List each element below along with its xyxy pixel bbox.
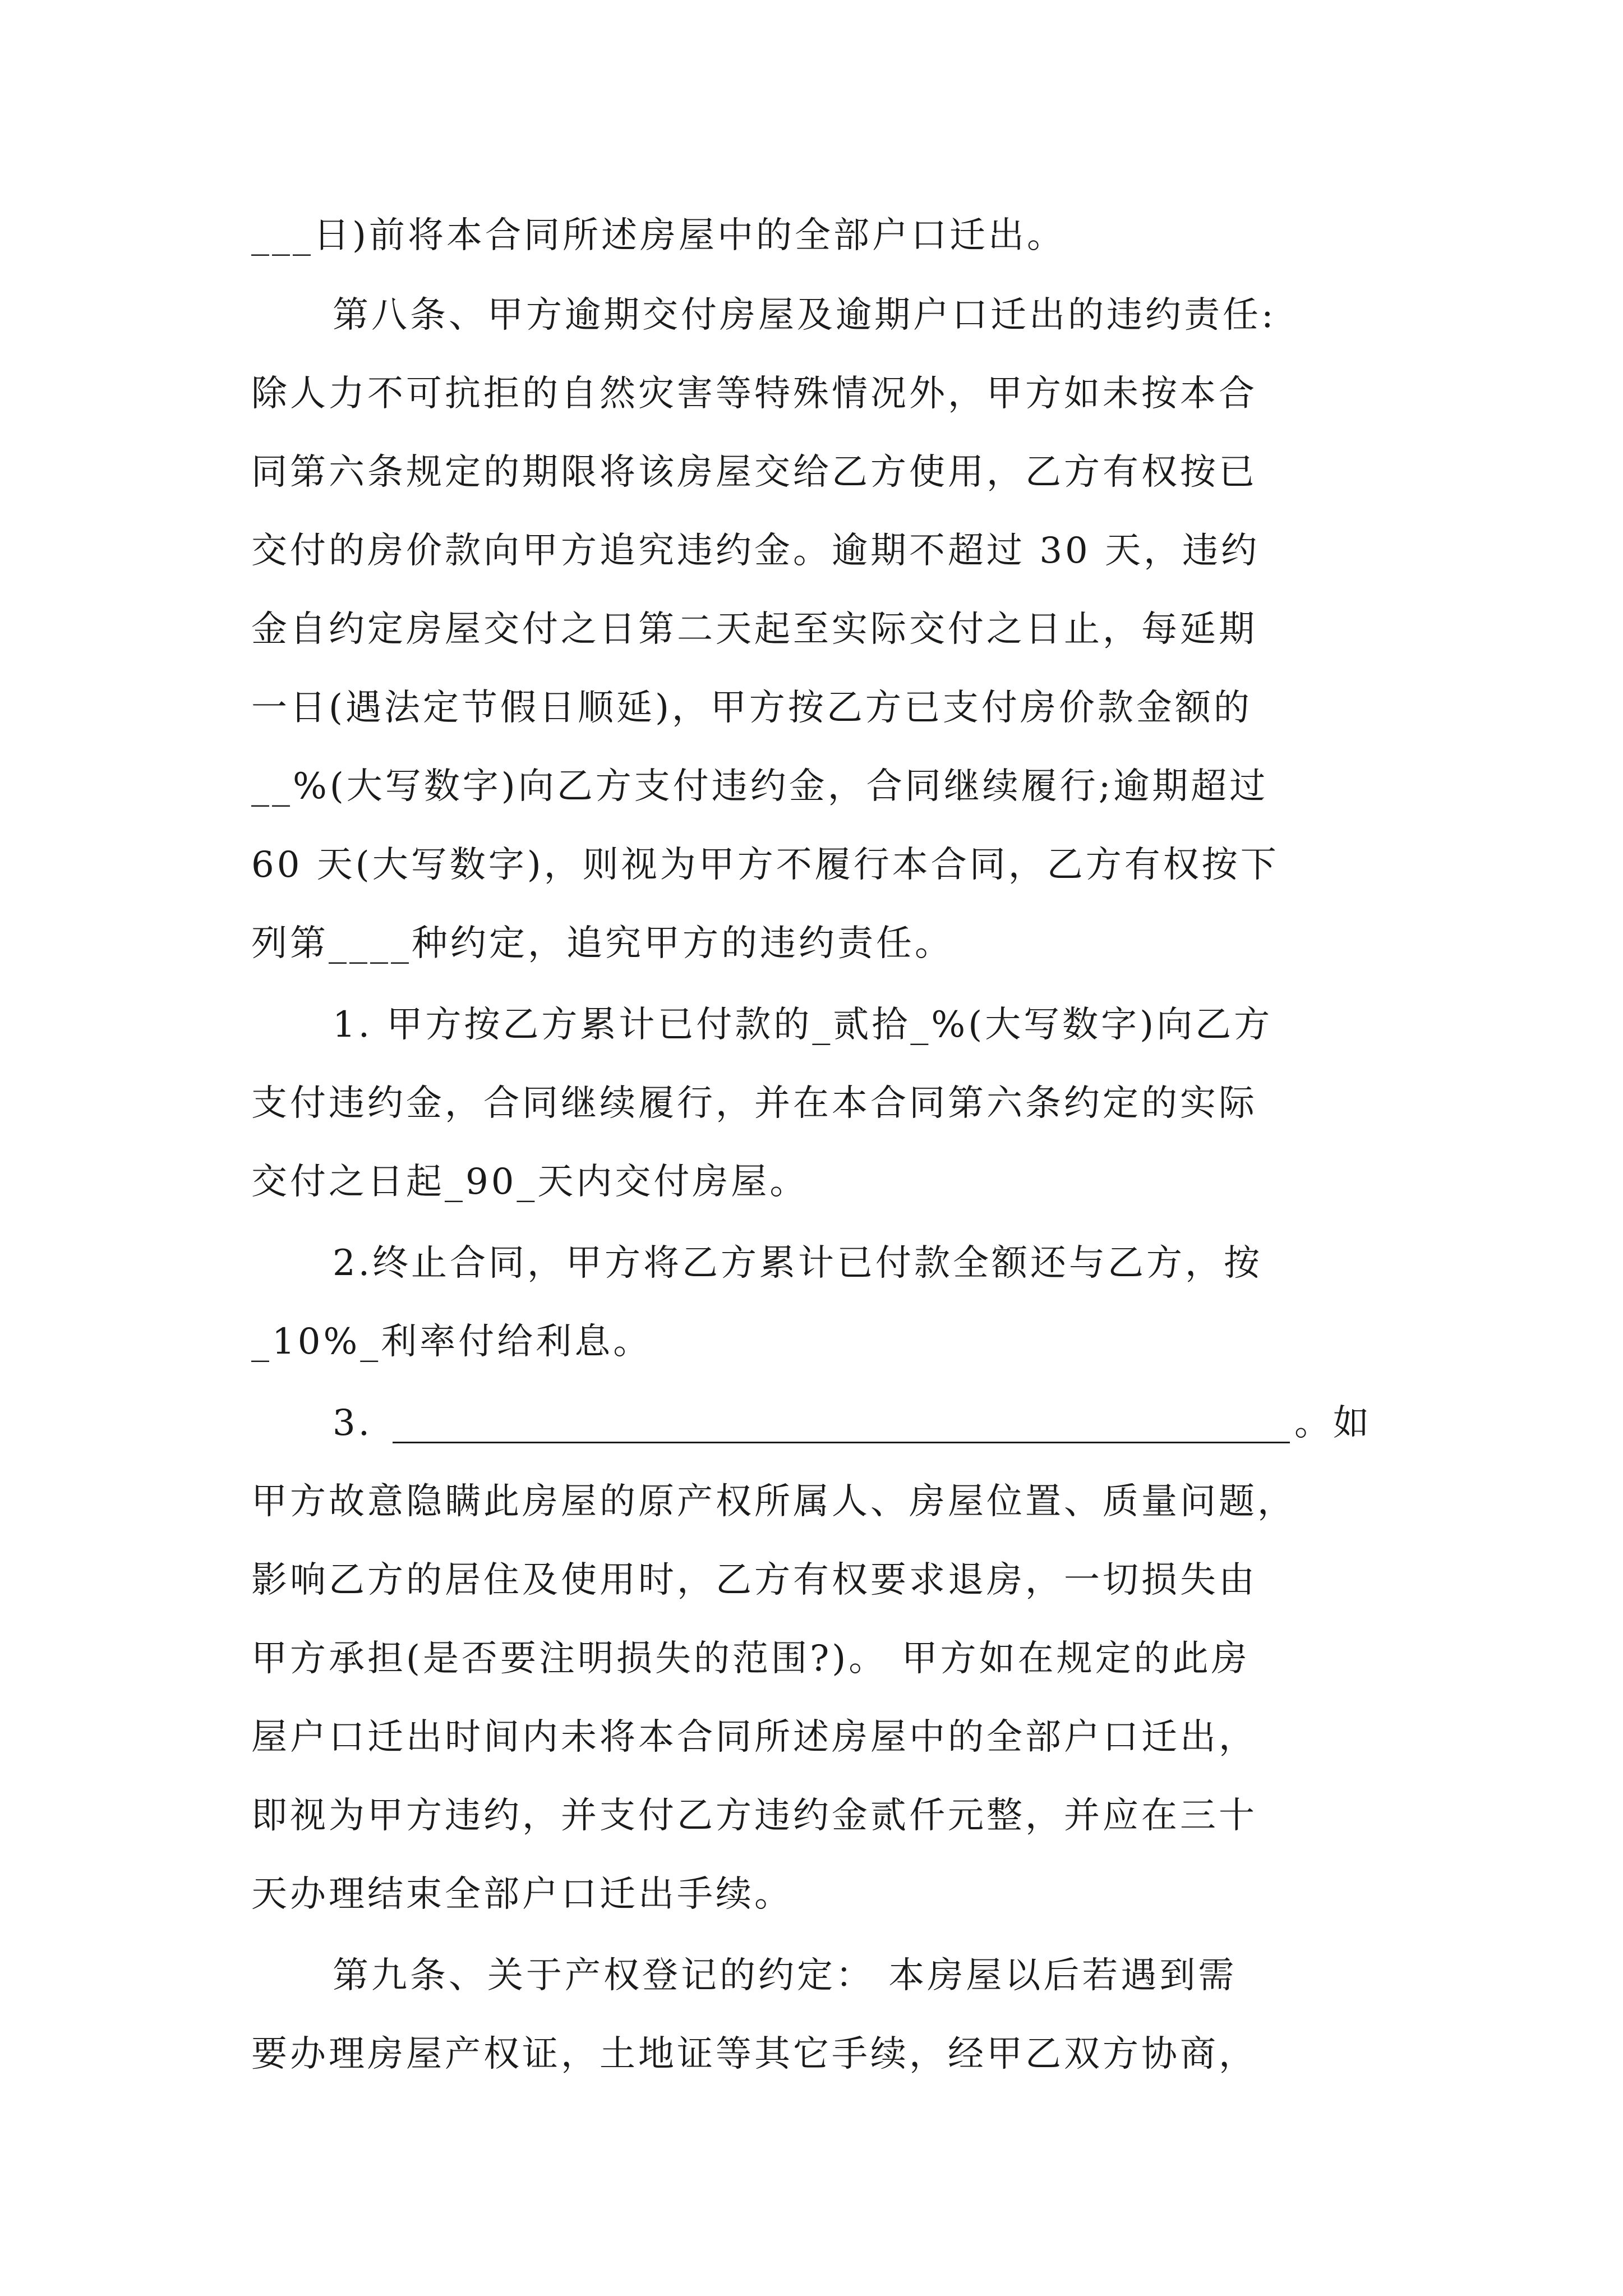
option-1-line: 1. 甲方按乙方累计已付款的_贰拾_%(大写数字)向乙方 (333, 1004, 1273, 1046)
option-3-tail: 。如 (1294, 1402, 1372, 1444)
text-line-21: 即视为甲方违约，并支付乙方违约金贰仟元整，并应在三十 (251, 1795, 1257, 1837)
text-line-15: _10%_利率付给利息。 (251, 1321, 652, 1363)
text-line-7: 一日(遇法定节假日顺延)，甲方按乙方已支付房价款金额的 (251, 687, 1252, 729)
fill-in-blank-rule (393, 1442, 1290, 1443)
text-line-19: 甲方承担(是否要注明损失的范围?)。 甲方如在规定的此房 (251, 1638, 1250, 1680)
option-3-number: 3. (333, 1402, 373, 1444)
text-line-5: 交付的房价款向甲方追究违约金。逾期不超过 30 天，违约 (251, 530, 1260, 572)
text-line-18: 影响乙方的居住及使用时，乙方有权要求退房，一切损失由 (251, 1559, 1257, 1601)
text-line-24: 要办理房屋产权证，土地证等其它手续，经甲乙双方协商， (251, 2033, 1257, 2075)
text-line-3: 除人力不可抗拒的自然灾害等特殊情况外，甲方如未按本合 (251, 373, 1257, 415)
text-line-6: 金自约定房屋交付之日第二天起至实际交付之日止，每延期 (251, 609, 1257, 650)
text-line-10: 列第____种约定，追究甲方的违约责任。 (251, 923, 953, 964)
text-line-20: 屋户口迁出时间内未将本合同所述房屋中的全部户口迁出， (251, 1717, 1257, 1758)
option-2-line: 2.终止合同，甲方将乙方累计已付款全额还与乙方，按 (333, 1243, 1263, 1284)
text-line-17: 甲方故意隐瞒此房屋的原产权所属人、房屋位置、质量问题， (251, 1481, 1296, 1522)
text-line-1: ___日)前将本合同所述房屋中的全部户口迁出。 (251, 215, 1066, 256)
text-line-13: 交付之日起_90_天内交付房屋。 (251, 1161, 809, 1203)
article-8-heading: 第八条、甲方逾期交付房屋及逾期户口迁出的违约责任: (333, 295, 1276, 336)
text-line-22: 天办理结束全部户口迁出手续。 (251, 1874, 793, 1915)
text-line-8: __%(大写数字)向乙方支付违约金，合同继续履行;逾期超过 (251, 766, 1269, 807)
article-9-heading: 第九条、关于产权登记的约定： 本房屋以后若遇到需 (333, 1955, 1237, 1996)
text-line-4: 同第六条规定的期限将该房屋交给乙方使用，乙方有权按已 (251, 452, 1257, 493)
text-line-9: 60 天(大写数字)，则视为甲方不履行本合同，乙方有权按下 (251, 844, 1279, 886)
text-line-12: 支付违约金，合同继续履行，并在本合同第六条约定的实际 (251, 1083, 1257, 1124)
